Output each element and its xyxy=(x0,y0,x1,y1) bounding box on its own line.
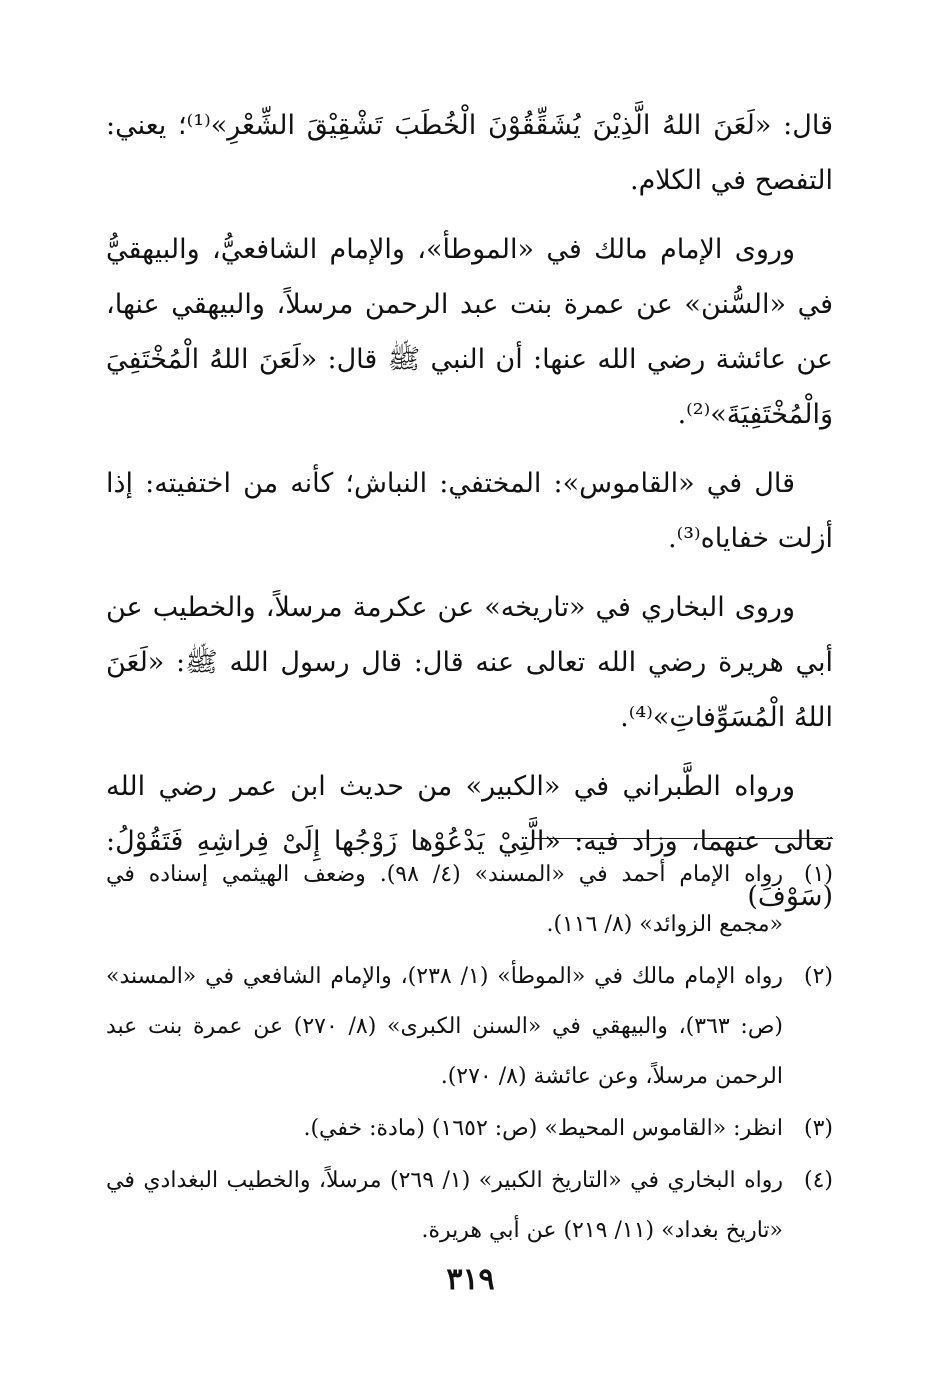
footnote-text: انظر: «القاموس المحيط» (ص: ١٦٥٢) (مادة: خفي). xyxy=(303,1116,783,1141)
footnote xyxy=(106,952,833,1102)
footnote-number: (١) xyxy=(803,862,833,887)
footnote-number: (٤) xyxy=(803,1168,833,1193)
footnote-number: (٣) xyxy=(803,1116,833,1141)
footnote xyxy=(106,850,833,950)
paragraph: ورواه الطَّبراني في «الكبير» من حديث ابن عمر رضي الله تعالى عنهما، وزاد فيه: «الَّتِيْ يَدْعُوْها زَوْجُها إِلَىْ فِراشِهِ فَتَقُوْلُ: (سَوْفَ) xyxy=(106,771,833,912)
footnote-text: رواه الإمام مالك في «الموطأ» (١/ ٢٣٨)، والإمام الشافعي في «المسند» (ص: ٣٦٣)، والبيهقي في «السنن الكبرى» (٨/ ٢٧٠) عن عمرة بنت عبد الرحمن مرسلاً، وعن عائشة (٨/ ٢٧٠). xyxy=(106,964,784,1089)
paragraph: وروى البخاري في «تاريخه» عن عكرمة مرسلاً، والخطيب عن أبي هريرة رضي الله تعالى عنه قال: قال رسول الله ﷺ: «لَعَنَ اللهُ الْمُسَوِّفاتِ»⁽⁴⁾. xyxy=(106,592,833,733)
footnote-text: رواه الإمام أحمد في «المسند» (٤/ ٩٨). وضعف الهيثمي إسناده في «مجمع الزوائد» (٨/ ١١٦). xyxy=(106,862,783,937)
footnote xyxy=(106,1104,833,1154)
footnote-separator xyxy=(533,838,833,839)
paragraph: وروى الإمام مالك في «الموطأ»، والإمام الشافعيُّ، والبيهقيُّ في «السُّنن» عن عمرة بنت عبد الرحمن مرسلاً، والبيهقي عنها، عن عائشة رضي الله عنها: أن النبي ﷺ قال: «لَعَنَ اللهُ الْمُخْتَفِيَ وَالْمُخْتَفِيَةَ»⁽²⁾. xyxy=(106,234,833,430)
main-text xyxy=(106,98,833,938)
page-number: ٣١٩ xyxy=(446,1262,495,1297)
footnote-text: رواه البخاري في «التاريخ الكبير» (١/ ٢٦٩) مرسلاً، والخطيب البغدادي في «تاريخ بغداد» (١١/ ٢١٩) عن أبي هريرة. xyxy=(106,1168,783,1243)
paragraph: قال: «لَعَنَ اللهُ الَّذِيْنَ يُشَقِّقُوْنَ الْخُطَبَ تَشْقِيْقَ الشِّعْرِ»⁽¹⁾؛ يعني: التفصح في الكلام. xyxy=(106,110,833,196)
paragraph: قال في «القاموس»: المختفي: النباش؛ كأنه من اختفيته: إذا أزلت خفاياه⁽³⁾. xyxy=(106,468,833,554)
footnotes xyxy=(106,850,833,1258)
footnote-number: (٢) xyxy=(803,964,833,989)
footnote xyxy=(106,1156,833,1256)
